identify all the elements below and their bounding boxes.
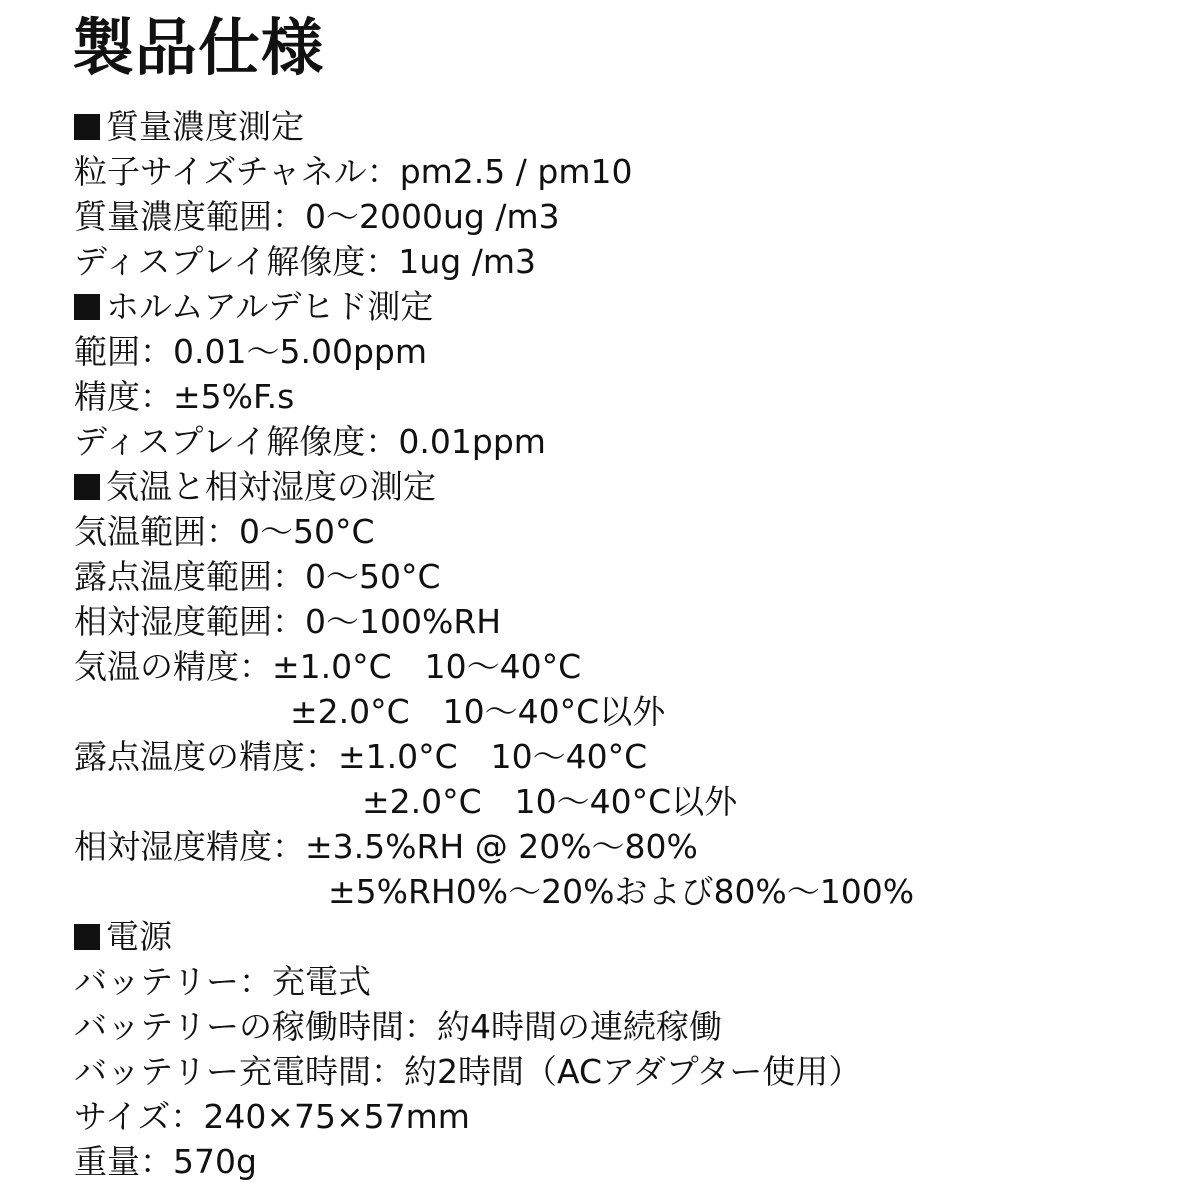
spec-line: 相対湿度精度：±3.5%RH @ 20%〜80% <box>74 827 698 866</box>
heading-text: ホルムアルデヒド測定 <box>106 287 434 326</box>
spec-line: バッテリーの稼働時間：約4時間の連続稼働 <box>74 1007 722 1046</box>
spec-line: ディスプレイ解像度：0.01ppm <box>74 422 546 461</box>
spec-line: 露点温度範囲：0〜50°C <box>74 557 441 596</box>
square-bullet-icon <box>74 114 100 140</box>
spec-line-continuation: ±2.0°C 10〜40°C以外 <box>362 782 738 821</box>
spec-line: 相対湿度範囲：0〜100%RH <box>74 602 502 641</box>
spec-line: 質量濃度範囲：0〜2000ug /m3 <box>74 197 560 236</box>
square-bullet-icon <box>74 924 100 950</box>
spec-line: 重量：570g <box>74 1142 257 1181</box>
spec-line: 気温範囲：0〜50°C <box>74 512 375 551</box>
section-heading-formaldehyde <box>74 284 1174 329</box>
square-bullet-icon <box>74 474 100 500</box>
heading-text: 質量濃度測定 <box>106 107 304 146</box>
spec-list <box>74 104 1174 1184</box>
spec-line: ディスプレイ解像度：1ug /m3 <box>74 242 536 281</box>
heading-text: 電源 <box>106 917 172 956</box>
square-bullet-icon <box>74 294 100 320</box>
section-heading-mass <box>74 104 1174 149</box>
section-heading-power <box>74 914 1174 959</box>
heading-text: 気温と相対湿度の測定 <box>106 467 436 506</box>
spec-line: バッテリー：充電式 <box>74 962 371 1001</box>
spec-line: 露点温度の精度：±1.0°C 10〜40°C <box>74 737 648 776</box>
spec-line-continuation: ±5%RH0%〜20%および80%〜100% <box>328 872 915 911</box>
spec-line: バッテリー充電時間：約2時間（ACアダプター使用） <box>74 1052 862 1091</box>
spec-line-continuation: ±2.0°C 10〜40°C以外 <box>290 692 666 731</box>
spec-line: 範囲：0.01〜5.00ppm <box>74 332 427 371</box>
spec-line: 気温の精度：±1.0°C 10〜40°C <box>74 647 582 686</box>
page-title: 製品仕様 <box>72 11 325 84</box>
spec-line: サイズ：240×75×57mm <box>74 1097 470 1136</box>
spec-line: 粒子サイズチャネル：pm2.5 / pm10 <box>74 152 633 191</box>
spec-line: 精度：±5%F.s <box>74 377 295 416</box>
section-heading-temperature-humidity <box>74 464 1174 509</box>
